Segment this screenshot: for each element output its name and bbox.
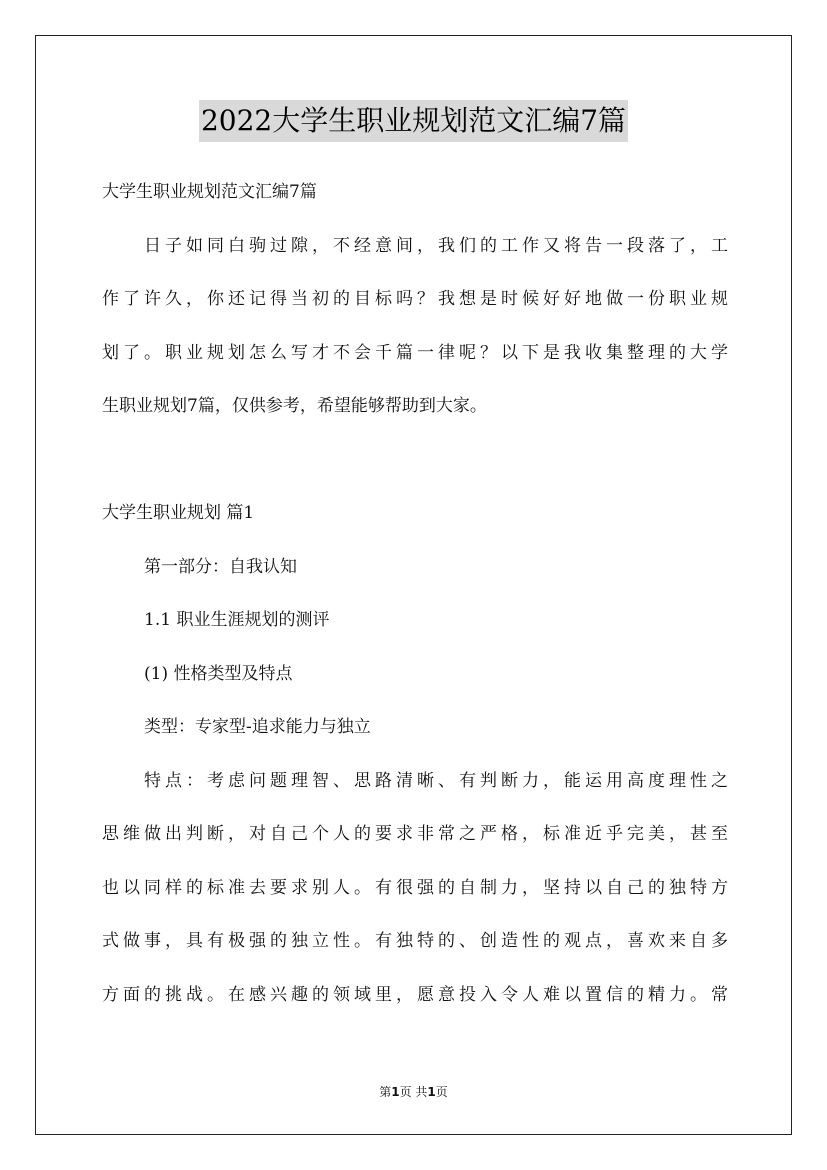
subsection-heading: 1.1 职业生涯规划的测评 [144, 610, 330, 630]
type-line: 类型：专家型-追求能力与独立 [144, 717, 371, 737]
footer-page-number: 1 [391, 1085, 400, 1099]
footer-mid: 页 共 [399, 1085, 428, 1099]
part-heading: 第一部分：自我认知 [144, 556, 297, 577]
blank-line [102, 434, 728, 488]
footer-total-pages: 1 [427, 1085, 436, 1099]
intro-line-1: 日子如同白驹过隙，不经意间，我们的工作又将告一段落了，工 [144, 235, 728, 256]
footer-prefix: 第 [379, 1085, 392, 1099]
footer-suffix: 页 [435, 1085, 448, 1099]
traits-line-1: 特点：考虑问题理智、思路清晰、有判断力，能运用高度理性之 [144, 770, 728, 791]
document-title: 2022大学生职业规划范文汇编7篇 [199, 100, 628, 142]
intro-line-2: 作了许久，你还记得当初的目标吗？我想是时候好好地做一份职业规 [102, 289, 728, 309]
page-footer [0, 1083, 827, 1101]
traits-line-5: 方面的挑战。在感兴趣的领域里，愿意投入令人难以置信的精力。常 [102, 984, 728, 1005]
traits-line-4: 式做事，具有极强的独立性。有独特的、创造性的观点，喜欢来自多 [102, 931, 728, 951]
document-subtitle: 大学生职业规划范文汇编7篇 [102, 182, 317, 202]
intro-line-3: 划了。职业规划怎么写才不会千篇一律呢？以下是我收集整理的大学 [102, 342, 728, 363]
title-container [0, 100, 827, 142]
traits-line-3: 也以同样的标准去要求别人。有很强的自制力，坚持以自己的独特方 [102, 877, 728, 898]
section-heading: 大学生职业规划 篇1 [102, 503, 255, 523]
traits-line-2: 思维做出判断，对自己个人的要求非常之严格，标准近乎完美，甚至 [102, 824, 728, 844]
intro-line-4: 生职业规划7篇，仅供参考，希望能够帮助到大家。 [102, 396, 487, 416]
document-body [102, 166, 728, 1022]
list-item-heading: (1) 性格类型及特点 [144, 663, 293, 684]
